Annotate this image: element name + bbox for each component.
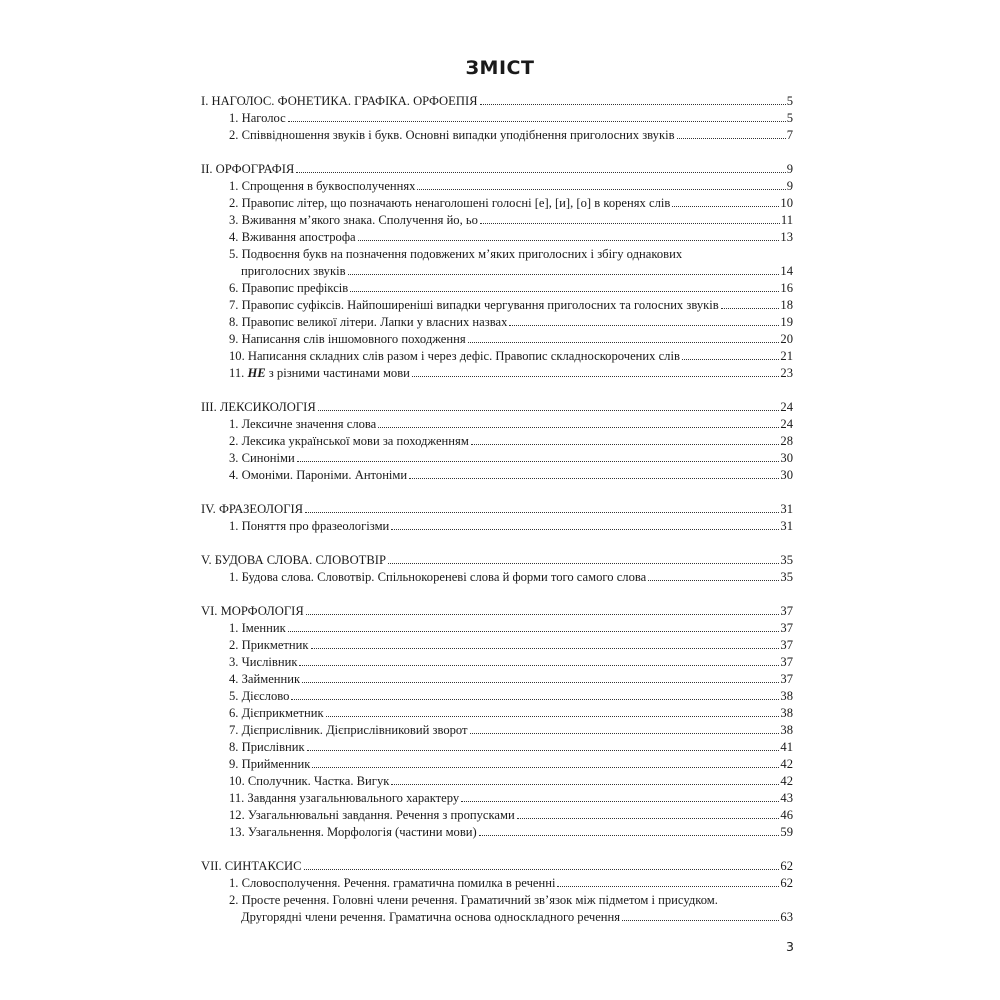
toc-entry-label: 1. Лексичне значення слова xyxy=(229,417,377,431)
toc-page-number: 18 xyxy=(780,298,793,312)
toc-page-number: 24 xyxy=(780,417,793,431)
toc-entry-label: 1. Наголос xyxy=(229,111,286,125)
dot-leader xyxy=(378,427,779,428)
toc-page-number: 31 xyxy=(780,502,793,516)
dot-leader xyxy=(648,580,779,581)
dot-leader xyxy=(480,104,786,105)
toc-entry[interactable] xyxy=(201,433,793,450)
toc-entry-label: 9. Прийменник xyxy=(229,757,311,771)
toc-page-number: 31 xyxy=(780,519,793,533)
toc-entry-label: 11. Завдання узагальнювального характеру xyxy=(229,791,460,805)
toc-entry[interactable] xyxy=(201,263,793,280)
toc-entry[interactable] xyxy=(201,110,793,127)
toc-entry[interactable] xyxy=(201,297,793,314)
toc-section xyxy=(201,552,793,586)
dot-leader xyxy=(291,699,779,700)
toc-section-heading[interactable] xyxy=(201,93,793,110)
toc-page-number: 5 xyxy=(786,94,793,108)
toc-page-number: 37 xyxy=(780,638,793,652)
toc-page-number: 43 xyxy=(780,791,793,805)
dot-leader xyxy=(461,801,779,802)
toc-page-number: 62 xyxy=(780,876,793,890)
toc-entry-label: VI. МОРФОЛОГІЯ xyxy=(201,604,304,618)
toc-page-number: 16 xyxy=(780,281,793,295)
toc-page-number: 28 xyxy=(780,434,793,448)
toc-page-number: 30 xyxy=(780,451,793,465)
toc-page-number: 62 xyxy=(780,859,793,873)
toc-entry-label xyxy=(229,365,410,382)
toc-entry[interactable] xyxy=(201,195,793,212)
page-number: 3 xyxy=(786,939,794,954)
toc-entry-label: 6. Правопис префіксів xyxy=(229,281,349,295)
toc-page-number: 38 xyxy=(780,689,793,703)
toc-entry-label: 8. Правопис великої літери. Лапки у власних назвах xyxy=(229,315,508,329)
dot-leader xyxy=(677,138,786,139)
toc-entry-label: приголосних звуків xyxy=(241,264,346,278)
toc-entry[interactable] xyxy=(201,705,793,722)
toc-entry[interactable] xyxy=(201,127,793,144)
dot-leader xyxy=(480,223,780,224)
toc-entry[interactable] xyxy=(201,178,793,195)
toc-entry-label: III. ЛЕКСИКОЛОГІЯ xyxy=(201,400,316,414)
toc-entry[interactable] xyxy=(201,909,793,926)
dot-leader xyxy=(296,172,785,173)
toc-page-number: 42 xyxy=(780,774,793,788)
toc-page-number: 41 xyxy=(780,740,793,754)
toc-entry-label: 7. Дієприслівник. Дієприслівниковий зворот xyxy=(229,723,468,737)
toc-entry-label: Другорядні члени речення. Граматична основа односкладного речення xyxy=(241,910,621,924)
toc-page-number: 11 xyxy=(780,213,793,227)
dot-leader xyxy=(417,189,785,190)
toc-entry[interactable] xyxy=(201,739,793,756)
dot-leader xyxy=(468,342,780,343)
dot-leader xyxy=(305,512,779,513)
toc-entry-label: 5. Дієслово xyxy=(229,689,290,703)
toc-section-heading[interactable] xyxy=(201,603,793,620)
toc-entry-label: 10. Сполучник. Частка. Вигук xyxy=(229,774,390,788)
toc-entry-label: 3. Синоніми xyxy=(229,451,295,465)
dot-leader xyxy=(288,121,786,122)
toc-entry-label: 1. Іменник xyxy=(229,621,286,635)
dot-leader xyxy=(479,835,780,836)
toc-section xyxy=(201,858,793,926)
dot-leader xyxy=(348,274,780,275)
toc-section xyxy=(201,399,793,484)
dot-leader xyxy=(326,716,780,717)
toc-entry-label: 13. Узагальнення. Морфологія (частини мови) xyxy=(229,825,477,839)
toc-section xyxy=(201,603,793,841)
toc-section-heading[interactable] xyxy=(201,501,793,518)
toc-entry-label: 4. Вживання апострофа xyxy=(229,230,356,244)
toc-page-number: 30 xyxy=(780,468,793,482)
toc-section xyxy=(201,93,793,144)
toc-entry[interactable] xyxy=(201,688,793,705)
toc-page-number: 5 xyxy=(786,111,793,125)
toc-page-number: 38 xyxy=(780,706,793,720)
toc-page-number: 37 xyxy=(780,672,793,686)
toc-entry-label: 2. Правопис літер, що позначають ненаголошені голосні [е], [и], [о] в коренях слів xyxy=(229,196,671,210)
page-title: ЗМІСТ xyxy=(465,57,535,79)
toc-page-number: 13 xyxy=(780,230,793,244)
dot-leader xyxy=(721,308,780,309)
dot-leader xyxy=(307,750,780,751)
toc-entry-number: 11. xyxy=(229,366,248,380)
toc-entry-label: 4. Займенник xyxy=(229,672,301,686)
toc-page-number: 35 xyxy=(780,570,793,584)
toc-entry[interactable] xyxy=(201,229,793,246)
toc-entry[interactable] xyxy=(201,654,793,671)
toc-entry-label: II. ОРФОГРАФІЯ xyxy=(201,162,295,176)
toc-section xyxy=(201,161,793,382)
toc-section-heading[interactable] xyxy=(201,858,793,875)
toc-page-number: 46 xyxy=(780,808,793,822)
toc-entry-label: 4. Омоніми. Пароніми. Антоніми xyxy=(229,468,408,482)
toc-entry-label: 1. Словосполучення. Речення. граматична помилка в реченні xyxy=(229,876,556,890)
dot-leader xyxy=(391,784,779,785)
dot-leader xyxy=(682,359,779,360)
toc-entry-label: 2. Прикметник xyxy=(229,638,309,652)
toc-entry-label: 6. Дієприкметник xyxy=(229,706,324,720)
dot-leader xyxy=(312,767,779,768)
dot-leader xyxy=(299,665,779,666)
toc-entry-label: I. НАГОЛОС. ФОНЕТИКА. ГРАФІКА. ОРФОЕПІЯ xyxy=(201,94,478,108)
toc-page-number: 37 xyxy=(780,604,793,618)
toc-page-number: 19 xyxy=(780,315,793,329)
toc-page-number: 37 xyxy=(780,621,793,635)
toc-entry[interactable] xyxy=(201,314,793,331)
toc-entry-label: 7. Правопис суфіксів. Найпоширеніші випадки чергування приголосних та голосних звуків xyxy=(229,298,719,312)
dot-leader xyxy=(471,444,780,445)
toc-entry-label: 3. Вживання м’якого знака. Сполучення йо, ьо xyxy=(229,213,478,227)
toc-page-number: 9 xyxy=(786,162,793,176)
toc-entry-label: 2. Співвідношення звуків і букв. Основні випадки уподібнення приголосних звуків xyxy=(229,128,675,142)
toc-entry[interactable] xyxy=(201,671,793,688)
toc-page-number: 63 xyxy=(780,910,793,924)
toc-entry[interactable] xyxy=(201,331,793,348)
dot-leader xyxy=(391,529,779,530)
toc-entry-label: 2. Лексика української мови за походженням xyxy=(229,434,469,448)
toc-entry[interactable] xyxy=(201,467,793,484)
toc-page-number: 42 xyxy=(780,757,793,771)
toc-entry-label: 12. Узагальнювальні завдання. Речення з пропусками xyxy=(229,808,515,822)
toc-section-heading[interactable] xyxy=(201,552,793,569)
toc-page-number: 37 xyxy=(780,655,793,669)
toc-entry-label: 10. Написання складних слів разом і через дефіс. Правопис складноскорочених слів xyxy=(229,349,680,363)
toc-entry[interactable] xyxy=(201,620,793,637)
toc-page-number: 10 xyxy=(780,196,793,210)
toc-page-number: 7 xyxy=(786,128,793,142)
toc-entry[interactable] xyxy=(201,365,793,382)
toc-entry-label: 1. Будова слова. Словотвір. Спільнокореневі слова й форми того самого слова xyxy=(229,570,647,584)
dot-leader xyxy=(302,682,779,683)
toc-entry[interactable] xyxy=(201,280,793,297)
dot-leader xyxy=(672,206,779,207)
toc-entry-text: з різними частинами мови xyxy=(265,366,410,380)
dot-leader xyxy=(517,818,780,819)
toc-page-number: 59 xyxy=(780,825,793,839)
dot-leader xyxy=(557,886,779,887)
toc-entry[interactable] xyxy=(201,569,793,586)
dot-leader xyxy=(388,563,779,564)
toc-page-number: 38 xyxy=(780,723,793,737)
toc-entry[interactable] xyxy=(201,637,793,654)
toc-entry-label: 3. Числівник xyxy=(229,655,298,669)
toc-entry-label: 1. Спрощення в буквосполученнях xyxy=(229,179,416,193)
dot-leader xyxy=(470,733,780,734)
toc-entry[interactable] xyxy=(201,416,793,433)
toc-entry-label: 1. Поняття про фразеологізми xyxy=(229,519,390,533)
table-of-contents xyxy=(201,93,793,943)
toc-entry[interactable] xyxy=(201,790,793,807)
toc-entry[interactable] xyxy=(201,212,793,229)
toc-entry-label: IV. ФРАЗЕОЛОГІЯ xyxy=(201,502,304,516)
dot-leader xyxy=(306,614,780,615)
toc-entry-label: 2. Просте речення. Головні члени речення. Граматичний зв’язок між підметом і присудком. xyxy=(229,893,718,907)
toc-page-number: 23 xyxy=(780,366,793,380)
toc-page-number: 14 xyxy=(780,264,793,278)
dot-leader xyxy=(311,648,780,649)
toc-entry[interactable] xyxy=(201,348,793,365)
dot-leader xyxy=(318,410,780,411)
toc-entry-label: 9. Написання слів іншомовного походження xyxy=(229,332,466,346)
toc-entry-label: V. БУДОВА СЛОВА. СЛОВОТВІР xyxy=(201,553,386,567)
dot-leader xyxy=(358,240,780,241)
toc-page-number: 35 xyxy=(780,553,793,567)
dot-leader xyxy=(288,631,780,632)
dot-leader xyxy=(409,478,779,479)
toc-entry-label: VII. СИНТАКСИС xyxy=(201,859,302,873)
toc-entry[interactable] xyxy=(201,773,793,790)
emphasis: НЕ xyxy=(247,366,266,380)
dot-leader xyxy=(350,291,779,292)
dot-leader xyxy=(304,869,780,870)
toc-entry[interactable] xyxy=(201,756,793,773)
toc-page-number: 24 xyxy=(780,400,793,414)
toc-section-heading[interactable] xyxy=(201,161,793,178)
toc-entry-label: 5. Подвоєння букв на позначення подовжених м’яких приголосних і збігу однакових xyxy=(229,247,683,261)
toc-page-number: 9 xyxy=(786,179,793,193)
dot-leader xyxy=(297,461,780,462)
toc-page-number: 21 xyxy=(780,349,793,363)
toc-entry[interactable] xyxy=(201,824,793,841)
toc-entry[interactable] xyxy=(201,722,793,739)
toc-entry[interactable] xyxy=(201,450,793,467)
toc-entry[interactable] xyxy=(201,807,793,824)
toc-entry-label: 8. Прислівник xyxy=(229,740,305,754)
toc-entry[interactable] xyxy=(201,518,793,535)
toc-page-number: 20 xyxy=(780,332,793,346)
dot-leader xyxy=(412,376,779,377)
dot-leader xyxy=(509,325,779,326)
toc-entry[interactable] xyxy=(201,875,793,892)
toc-section-heading[interactable] xyxy=(201,399,793,416)
dot-leader xyxy=(622,920,779,921)
toc-section xyxy=(201,501,793,535)
